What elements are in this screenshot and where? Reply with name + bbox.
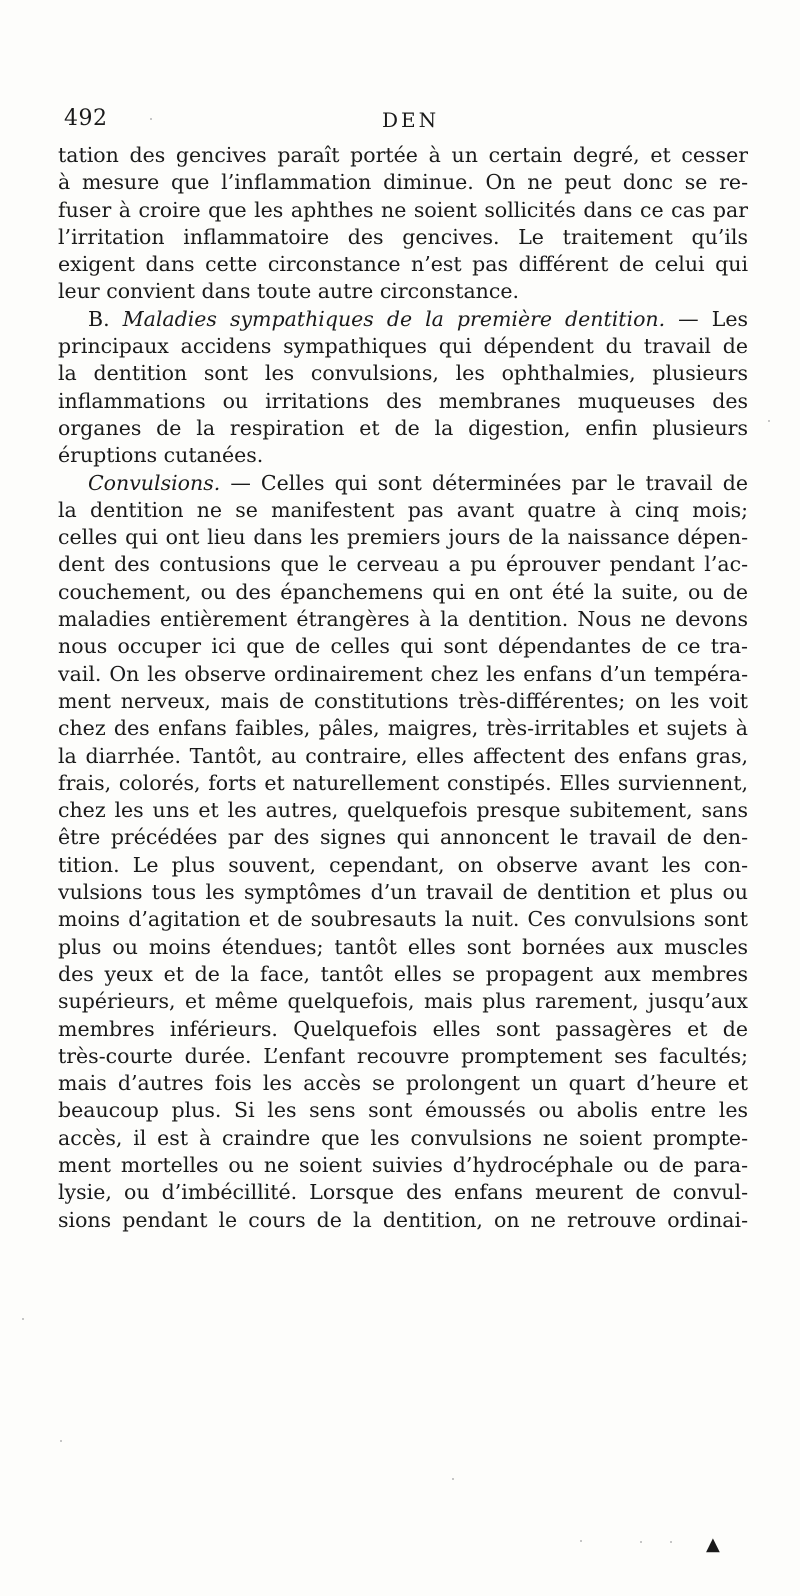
text-line: fuser à croire que les aphthes ne soient sollicités dans ce cas par bbox=[58, 197, 748, 222]
text-line: vail. On les observe ordinairement chez les enfans d’un tempéra- bbox=[58, 661, 748, 686]
text-line: maladies entièrement étrangères à la dentition. Nous ne devons bbox=[58, 607, 748, 632]
text-line: dent des contusions que le cerveau a pu éprouver pendant l’ac- bbox=[58, 552, 748, 577]
text-line: supérieurs, et même quelquefois, mais plus rarement, jusqu’aux bbox=[58, 989, 748, 1014]
text-line: la diarrhée. Tantôt, au contraire, elles affectent des enfans gras, bbox=[58, 743, 748, 768]
text-line: membres inférieurs. Quelquefois elles sont passagères et de bbox=[58, 1016, 748, 1041]
text-line: la dentition ne se manifestent pas avant quatre à cinq mois; bbox=[58, 497, 748, 522]
text-line: ment mortelles ou ne soient suivies d’hydrocéphale ou de para- bbox=[58, 1152, 748, 1177]
text-line: ment nerveux, mais de constitutions très-différentes; on les voit bbox=[58, 688, 748, 713]
text-line: chez les uns et les autres, quelquefois presque subitement, sans bbox=[58, 798, 748, 823]
text-line: sions pendant le cours de la dentition, on ne retrouve ordinai- bbox=[58, 1207, 748, 1232]
section-heading-line bbox=[58, 306, 748, 333]
text-line: leur convient dans toute autre circonstance. bbox=[58, 279, 519, 304]
text-line: l’irritation inflammatoire des gencives. Le traitement qu’ils bbox=[58, 224, 748, 249]
text-line: inflammations ou irritations des membranes muqueuses des bbox=[58, 388, 748, 413]
text-line: tition. Le plus souvent, cependant, on observe avant les con- bbox=[58, 852, 748, 877]
text-line: nous occuper ici que de celles qui sont dépendantes de ce tra- bbox=[58, 634, 748, 659]
text-line: vulsions tous les symptômes d’un travail de dentition et plus ou bbox=[58, 880, 748, 905]
text-line: très-courte durée. L’enfant recouvre promptement ses facultés; bbox=[58, 1043, 748, 1068]
text-line: éruptions cutanées. bbox=[58, 443, 264, 468]
subsection-title: Convulsions. bbox=[88, 470, 221, 495]
text-line: organes de la respiration et de la digestion, enfin plusieurs bbox=[58, 415, 748, 440]
text-line: moins d’agitation et de soubresauts la nuit. Ces convulsions sont bbox=[58, 907, 748, 932]
text-line: la dentition sont les convulsions, les ophthalmies, plusieurs bbox=[58, 361, 748, 386]
section-label: B. bbox=[88, 306, 123, 331]
subsection-line-rest: — Celles qui sont déterminées par le travail de bbox=[220, 470, 748, 495]
text-line: tation des gencives paraît portée à un certain degré, et cesser bbox=[58, 143, 748, 167]
page-header bbox=[64, 106, 744, 136]
text-line: celles qui ont lieu dans les premiers jours de la naissance dépen- bbox=[58, 525, 748, 550]
text-line: exigent dans cette circonstance n’est pas différent de celui qui bbox=[58, 252, 748, 277]
body-text bbox=[58, 142, 748, 1234]
page-number: 492 bbox=[64, 106, 108, 131]
text-line: accès, il est à craindre que les convulsions ne soient prompte- bbox=[58, 1125, 748, 1150]
scan-speck bbox=[670, 1541, 672, 1543]
scan-speck bbox=[150, 118, 152, 120]
subsection-heading-line bbox=[58, 470, 748, 497]
text-line: être précédées par des signes qui annoncent le travail de den- bbox=[58, 825, 748, 850]
text-line: couchement, ou des épanchemens qui en ont été la suite, ou de bbox=[58, 579, 748, 604]
running-head: DEN bbox=[382, 108, 440, 132]
text-line: principaux accidens sympathiques qui dépendent du travail de bbox=[58, 334, 748, 359]
scan-speck bbox=[22, 1318, 24, 1320]
text-line: plus ou moins étendues; tantôt elles sont bornées aux muscles bbox=[58, 934, 748, 959]
text-line: beaucoup plus. Si les sens sont émoussés ou abolis entre les bbox=[58, 1098, 748, 1123]
text-line: mais d’autres fois les accès se prolongent un quart d’heure et bbox=[58, 1071, 748, 1096]
printer-mark-icon: ▲ bbox=[706, 1534, 720, 1555]
text-line: à mesure que l’inflammation diminue. On ne peut donc se re- bbox=[58, 170, 748, 195]
text-line: chez des enfans faibles, pâles, maigres, très-irritables et sujets à bbox=[58, 716, 748, 741]
scan-speck bbox=[768, 420, 770, 422]
text-line: des yeux et de la face, tantôt elles se propagent aux membres bbox=[58, 961, 748, 986]
text-line: lysie, ou d’imbécillité. Lorsque des enfans meurent de convul- bbox=[58, 1180, 748, 1205]
text-line: frais, colorés, forts et naturellement constipés. Elles surviennent, bbox=[58, 770, 748, 795]
section-line-rest: — Les bbox=[665, 306, 748, 331]
scan-speck bbox=[60, 1440, 62, 1442]
scan-speck bbox=[580, 1540, 582, 1542]
section-title: Maladies sympathiques de la première dentition. bbox=[122, 306, 666, 331]
scan-speck bbox=[452, 1478, 454, 1480]
scan-speck bbox=[640, 1541, 642, 1543]
